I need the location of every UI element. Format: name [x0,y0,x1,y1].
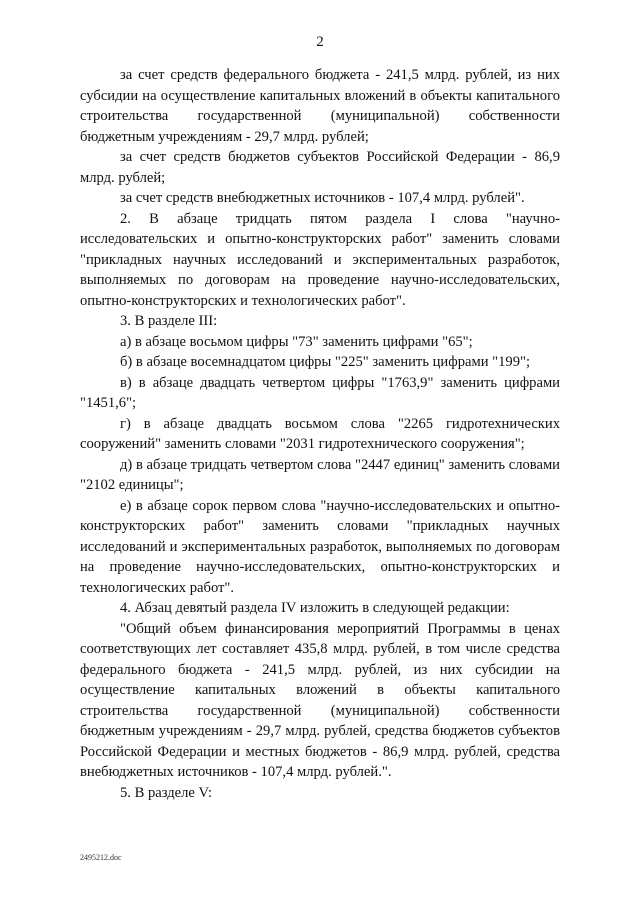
paragraph: "Общий объем финансирования мероприятий Программы в ценах соответствующих лет составляет 435,8 млрд. рублей, в том числе средства федерального бюджета - 241,5 млрд. рублей, из них субсидии на осуществление капитальных вложений в объекты капитального строительства государственной (муниципальной) собственности бюджетным учреждениям - 29,7 млрд. рублей, средства бюджетов субъектов Российской Федерации и местных бюджетов - 86,9 млрд. рублей, средства внебюджетных источников - 107,4 млрд. рублей.". [80,620,560,780]
paragraph: 3. В разделе III: [120,313,218,329]
paragraph: 5. В разделе V: [120,784,213,801]
page-number: 2 [316,34,324,50]
paragraph: е) в абзаце сорок первом слова "научно-исследовательских и опытно-конструкторских работ" заменить словами "прикладных научных исследований и экспериментальных разработок, выполняемых по договорам на проведение научно-исследовательских, опытно-конструкторских и технологических работ". [80,497,560,596]
paragraph: 4. Абзац девятый раздела IV изложить в следующей редакции: [120,600,510,616]
paragraph: б) в абзаце восемнадцатом цифры "225" заменить цифрами "199"; [120,354,531,370]
paragraph: д) в абзаце тридцать четвертом слова "2447 единиц" заменить словами "2102 единицы"; [80,456,560,493]
paragraph: а) в абзаце восьмом цифры "73" заменить цифрами "65"; [120,333,473,350]
document-body [80,65,560,803]
paragraph: за счет средств бюджетов субъектов Российской Федерации - 86,9 млрд. рублей; [80,149,560,186]
paragraph: в) в абзаце двадцать четвертом цифры "1763,9" заменить цифрами "1451,6"; [80,374,560,411]
paragraph: г) в абзаце двадцать восьмом слова "2265 гидротехнических сооружений" заменить словами "2031 гидротехнического сооружения"; [80,415,560,452]
footer-file-code: 2495212.doc [80,853,122,862]
paragraph: 2. В абзаце тридцать пятом раздела I слова "научно-исследовательских и опытно-конструкторских работ" заменить словами "прикладных научных исследований и экспериментальных разработок, выполняемых по договорам на проведение научно-исследовательских, опытно-конструкторских и технологических работ". [80,210,560,309]
paragraph: за счет средств федерального бюджета - 241,5 млрд. рублей, из них субсидии на осуществление капитальных вложений в объекты капитального строительства государственной (муниципальной) собственности бюджетным учреждениям - 29,7 млрд. рублей; [80,67,560,145]
paragraph: за счет средств внебюджетных источников - 107,4 млрд. рублей". [120,190,525,206]
